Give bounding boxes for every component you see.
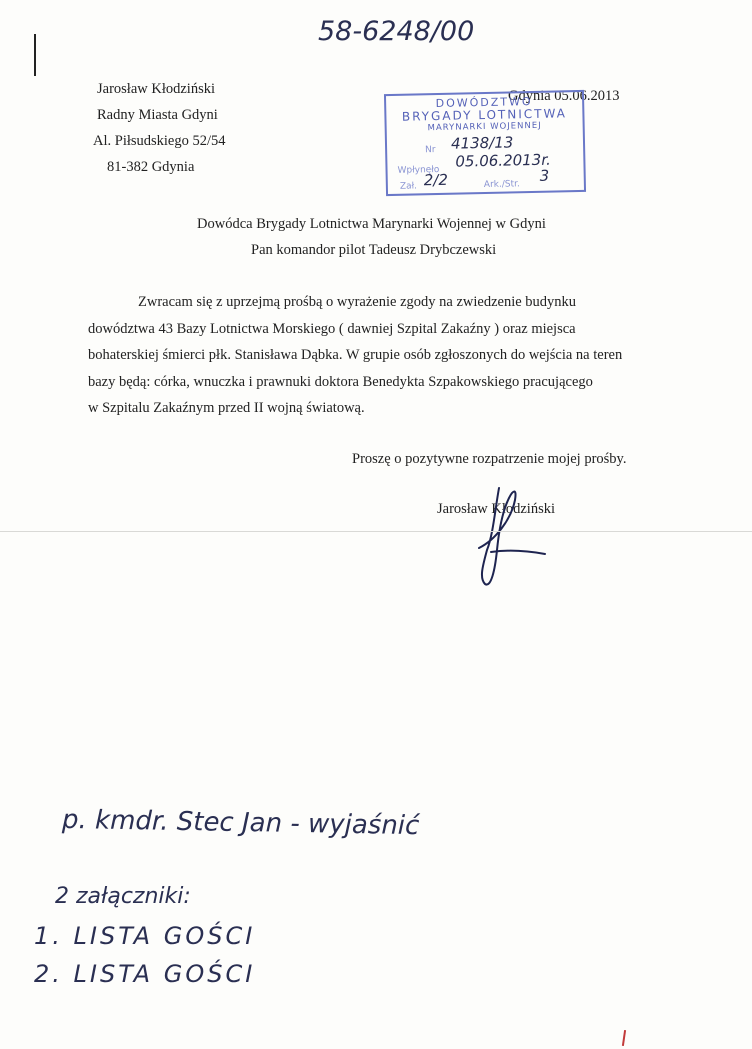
- sender-city: 81-382 Gdynia: [107, 159, 195, 175]
- sender-name: Jarosław Kłodziński: [97, 81, 215, 97]
- stamp-wplynelo-label: Wpłynęło: [397, 164, 440, 176]
- red-pen-mark: [622, 1030, 626, 1046]
- body-line: Zwracam się z uprzejmą prośbą o wyrażenie zgody na zwiedzenie budynku: [138, 294, 577, 310]
- stamp-line-1: DOWÓDZTWO: [435, 94, 533, 111]
- handwritten-note-line-1: p. kmdr. Stec Jan - wyjaśnić: [61, 804, 420, 842]
- stamp-ark-value: 3: [539, 166, 550, 185]
- signature-name: Jarosław Kłodziński: [437, 501, 555, 517]
- stamp-nr-value: 4138/13: [450, 133, 514, 153]
- stamp-line-3: MARYNARKI WOJENNEJ: [427, 120, 542, 134]
- recipient-line-2: Pan komandor pilot Tadeusz Drybczewski: [251, 242, 497, 258]
- body-line: bohaterskiej śmierci płk. Stanisława Dąbka. W grupie osób zgłoszonych do wejścia na teren: [88, 347, 623, 363]
- body-line: w Szpitalu Zakaźnym przed II wojną światową.: [88, 400, 365, 416]
- handwritten-signature: [465, 480, 555, 590]
- sender-title: Radny Miasta Gdyni: [97, 107, 218, 123]
- place-date: Gdynia 05.06.2013: [508, 88, 620, 104]
- body-line: bazy będą: córka, wnuczka i prawnuki doktora Benedykta Szpakowskiego pracującego: [88, 373, 593, 390]
- stamp-zal-label: Zał.: [399, 181, 418, 192]
- letter-body: [88, 289, 648, 422]
- body-line: dowództwa 43 Bazy Lotnictwa Morskiego ( dawniej Szpital Zakaźny ) oraz miejsca: [88, 320, 576, 337]
- handwritten-note-line-2: 2 załączniki:: [55, 884, 191, 909]
- registry-stamp: [384, 90, 586, 196]
- stamp-line-2: BRYGADY LOTNICTWA: [401, 106, 568, 124]
- reference-number-handwritten: 58-6248/00: [318, 16, 475, 47]
- recipient-line-1: Dowódca Brygady Lotnictwa Marynarki Wojennej w Gdyni: [197, 216, 546, 232]
- handwritten-note-line-3: 1. LISTA GOŚCI: [34, 922, 256, 950]
- paper-fold-line: [0, 531, 752, 532]
- sender-street: Al. Piłsudskiego 52/54: [93, 133, 226, 149]
- closing-sentence: Proszę o pozytywne rozpatrzenie mojej prośby.: [352, 451, 627, 467]
- stamp-zal-value: 2/2: [423, 170, 449, 190]
- stamp-ark-label: Ark./Str.: [483, 179, 520, 191]
- stamp-nr-label: Nr: [425, 145, 436, 156]
- handwritten-note-line-4: 2. LISTA GOŚCI: [34, 960, 256, 988]
- margin-mark: [34, 34, 36, 76]
- stamp-wplynelo-value: 05.06.2013r.: [455, 150, 552, 171]
